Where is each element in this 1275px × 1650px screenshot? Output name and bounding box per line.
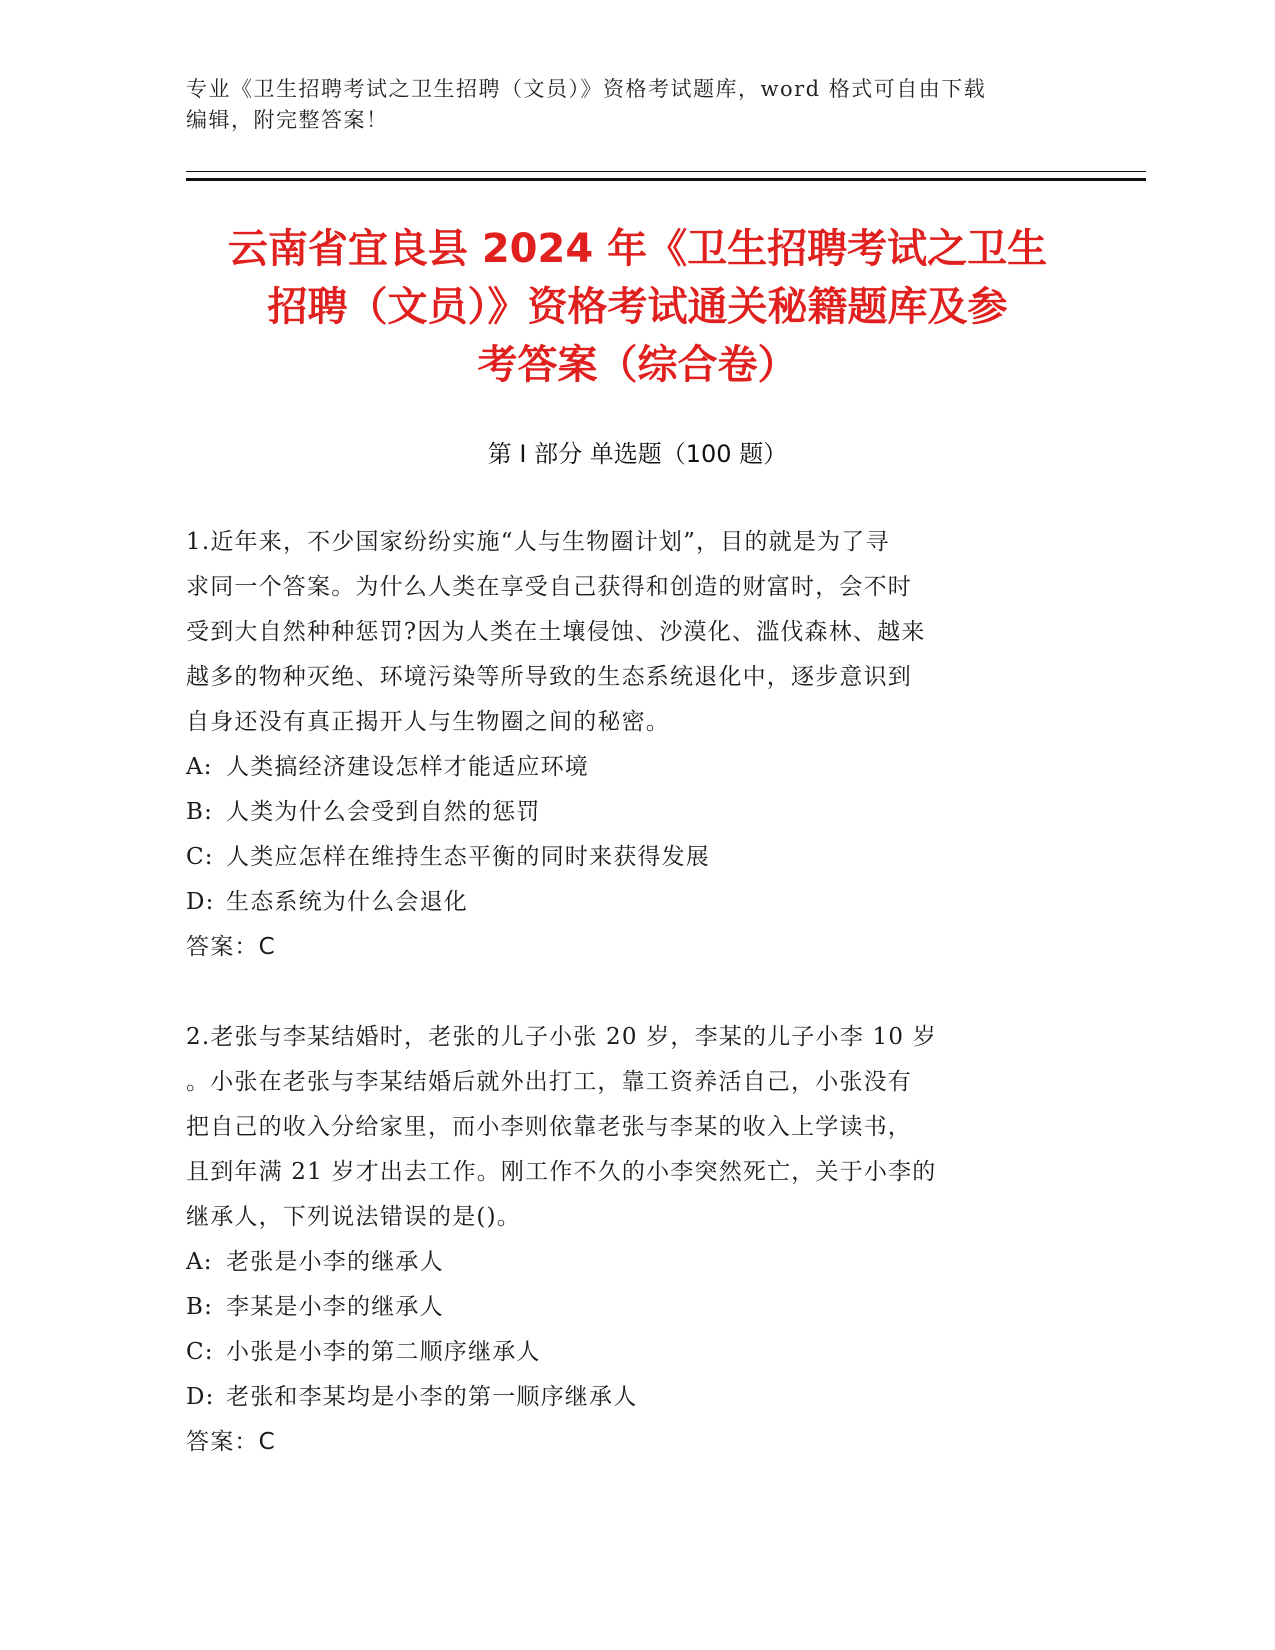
header-note-line: 专业《卫生招聘考试之卫生招聘（文员）》资格考试题库，word 格式可自由下载 [186, 77, 987, 101]
question-stem-line: 2.老张与李某结婚时，老张的儿子小张 20 岁，李某的儿子小李 10 岁 [186, 1024, 937, 1050]
option-text: 人类搞经济建设怎样才能适应环境 [226, 754, 589, 780]
option-d [186, 1375, 1086, 1420]
header-note-line: 编辑，附完整答案！ [186, 108, 389, 132]
option-letter: D: [186, 1384, 215, 1410]
question-stem-line: 受到大自然种种惩罚?因为人类在土壤侵蚀、沙漠化、滥伐森林、越来 [186, 619, 926, 645]
question-stem-line: 。小张在老张与李某结婚后就外出打工，靠工资养活自己，小张没有 [186, 1069, 912, 1095]
option-text: 人类应怎样在维持生态平衡的同时来获得发展 [226, 844, 710, 870]
header-note [186, 74, 1086, 136]
document-title-line: 云南省宜良县 2024 年《卫生招聘考试之卫生 [227, 226, 1048, 272]
option-b [186, 790, 1086, 835]
option-letter: D: [186, 889, 215, 915]
option-letter: C: [186, 844, 214, 870]
question-stem-line: 求同一个答案。为什么人类在享受自己获得和创造的财富时，会不时 [186, 574, 912, 600]
question-stem-line: 越多的物种灭绝、环境污染等所导致的生态系统退化中，逐步意识到 [186, 664, 912, 690]
option-text: 小张是小李的第二顺序继承人 [226, 1339, 541, 1365]
section-heading: 第 I 部分 单选题（100 题） [487, 440, 788, 468]
option-c [186, 1330, 1086, 1375]
question-1 [186, 520, 1086, 970]
option-text: 人类为什么会受到自然的惩罚 [226, 799, 541, 825]
option-text: 李某是小李的继承人 [226, 1294, 444, 1320]
question-stem [186, 1015, 1086, 1240]
option-letter: B: [186, 1294, 214, 1320]
question-stem-line: 且到年满 21 岁才出去工作。刚工作不久的小李突然死亡，关于小李的 [186, 1159, 937, 1185]
option-letter: B: [186, 799, 214, 825]
header-rule-thin [186, 171, 1146, 172]
question-stem-line: 自身还没有真正揭开人与生物圈之间的秘密。 [186, 709, 670, 735]
option-d [186, 880, 1086, 925]
question-stem [186, 520, 1086, 745]
document-title-line: 考答案（综合卷） [477, 342, 798, 388]
document-title [120, 220, 1155, 394]
question-stem-line: 1.近年来，不少国家纷纷实施“人与生物圈计划”，目的就是为了寻 [186, 529, 890, 555]
header-rule-thick [186, 178, 1146, 181]
option-c [186, 835, 1086, 880]
answer-label: 答案：C [186, 934, 276, 960]
option-text: 老张是小李的继承人 [226, 1249, 444, 1275]
question-2 [186, 1015, 1086, 1465]
option-text: 老张和李某均是小李的第一顺序继承人 [226, 1384, 638, 1410]
option-a [186, 745, 1086, 790]
option-letter: A: [186, 1249, 213, 1275]
document-title-line: 招聘（文员）》资格考试通关秘籍题库及参 [267, 284, 1008, 330]
option-text: 生态系统为什么会退化 [226, 889, 468, 915]
answer-label: 答案：C [186, 1429, 276, 1455]
option-letter: A: [186, 754, 213, 780]
option-letter: C: [186, 1339, 214, 1365]
question-stem-line: 继承人，下列说法错误的是()。 [186, 1204, 521, 1230]
option-b [186, 1285, 1086, 1330]
option-a [186, 1240, 1086, 1285]
question-stem-line: 把自己的收入分给家里，而小李则依靠老张与李某的收入上学读书， [186, 1114, 912, 1140]
